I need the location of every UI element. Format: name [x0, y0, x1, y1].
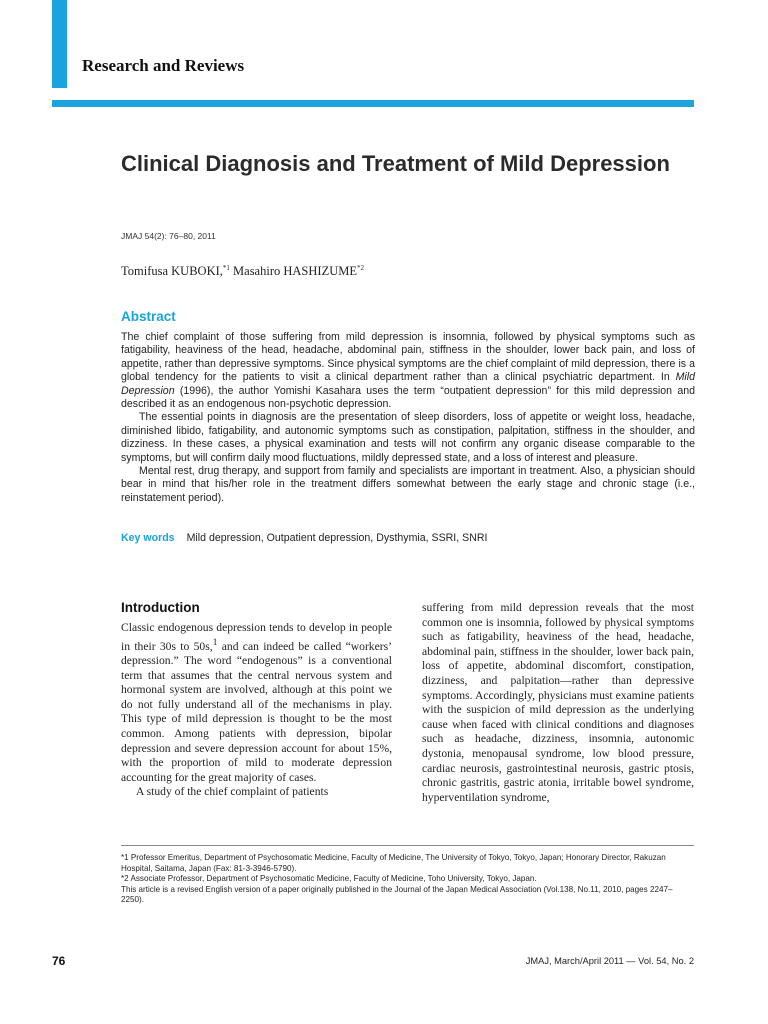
- abstract-text: The chief complaint of those suffering from mild depression is insomnia, followed by physical symptoms such as fatigability, heaviness of the head, headache, abdominal pain, stiffness in the shoulder, lower back pain, and loss of appetite, rather than depressive symptoms. Since physical symptoms are the chief complaint of mild depression, there is a global tendency for the patients to visit a clinical department rather than a clinical psychiatric department. In: [121, 331, 695, 384]
- left-column: [121, 600, 392, 800]
- introduction-heading: Introduction: [121, 600, 200, 615]
- citation: JMAJ 54(2): 76–80, 2011: [121, 231, 216, 241]
- page-number: 76: [52, 954, 66, 968]
- footnote: This article is a revised English version of a paper originally published in the Journal of the Japan Medical Association (Vol.138, No.11, 2010, pages 2247–2250).: [121, 884, 673, 905]
- abstract-paragraph: Mental rest, drug therapy, and support from family and specialists are important in treatment. Also, a physician should bear in mind that his/her role in the treatment differs somewhat between the early stage and chronic stage (i.e., reinstatement period).: [121, 465, 695, 504]
- header-accent-bar: [52, 0, 67, 88]
- footnote-divider: [121, 845, 694, 846]
- affiliation-mark: *2: [356, 264, 364, 272]
- keywords: [121, 532, 487, 544]
- keywords-list: Mild depression, Outpatient depression, Dysthymia, SSRI, SNRI: [186, 532, 488, 544]
- keywords-label: Key words: [121, 532, 175, 544]
- abstract-heading: Abstract: [121, 309, 176, 324]
- abstract-text: (1996), the author Yomishi Kasahara uses the term “outpatient depression” for this mild depression and described it as an endogenous non-psychotic depression.: [121, 384, 695, 411]
- footnotes: [121, 853, 695, 906]
- affiliation-mark: *1: [222, 264, 230, 272]
- section-label: Research and Reviews: [82, 56, 245, 75]
- right-column: [422, 601, 694, 805]
- reference-mark[interactable]: 1: [212, 636, 218, 648]
- body-paragraph: suffering from mild depression reveals that the most common one is insomnia, followed by physical symptoms such as fatigability, heaviness of the head, headache, abdominal pain, stiffness in the shoulder, lower back pain, loss of appetite, abdominal discomfort, constipation, dizziness, and palpitation—rather than depressive symptoms. Accordingly, physicians must examine patients with the suspicion of mild depression as the underlying cause when faced with clinical conditions and diagnoses such as headache, dizziness, insomnia, autonomic dystonia, menopausal syndrome, low blood pressure, cardiac neurosis, gastrointestinal neurosis, gastric ptosis, chronic gastritis, gastric atonia, irritable bowel syndrome, hyperventilation syndrome,: [422, 601, 694, 804]
- header-rule: [52, 100, 694, 107]
- abstract-paragraph: The essential points in diagnosis are the presentation of sleep disorders, loss of appetite or weight loss, headache, diminished libido, fatigability, and autonomic symptoms such as constipation, palpitation, stiffness in the shoulder, and dizziness. In these cases, a physical examination and tests will not confirm any organic disease comparable to the symptoms, but will confirm daily mood fluctuations, mildly depressed state, and a loss of interest and pleasure.: [121, 411, 695, 464]
- abstract-body: [121, 331, 695, 505]
- article-title: Clinical Diagnosis and Treatment of Mild Depression: [121, 151, 670, 176]
- running-footer: JMAJ, March/April 2011 — Vol. 54, No. 2: [525, 956, 694, 966]
- author-line: [121, 264, 364, 279]
- body-text: Classic endogenous depression tends to develop in people in their 30s to 50s,: [121, 621, 392, 653]
- body-text: and can indeed be called “workers’ depression.” The word “endogenous” is a conventional term that assumes that the central nervous system and hormonal system are involved, although at this point we do not fully understand all of the mechanisms in play. This type of mild depression is thought to be the most common. Among patients with depression, bipolar depression and severe depression account for about 15%, with the proportion of mild to moderate depression accounting for the great majority of cases.: [121, 639, 392, 784]
- body-paragraph: A study of the chief complaint of patients: [136, 785, 329, 799]
- author-name: Masahiro HASHIZUME: [229, 264, 357, 279]
- footnote: *2 Associate Professor, Department of Psychosomatic Medicine, Faculty of Medicine, Toho University, Tokyo, Japan.: [121, 874, 537, 884]
- footnote: *1 Professor Emeritus, Department of Psychosomatic Medicine, Faculty of Medicine, The University of Tokyo, Tokyo, Japan; Honorary Director, Rakuzan Hospital, Saitama, Japan (Fax: 81-3-3946-5790).: [121, 853, 666, 873]
- book-title: Mild Depression: [121, 371, 695, 397]
- abstract-paragraph: [121, 331, 695, 411]
- body-paragraph: [121, 621, 392, 785]
- author-name: Tomifusa KUBOKI,: [121, 264, 223, 279]
